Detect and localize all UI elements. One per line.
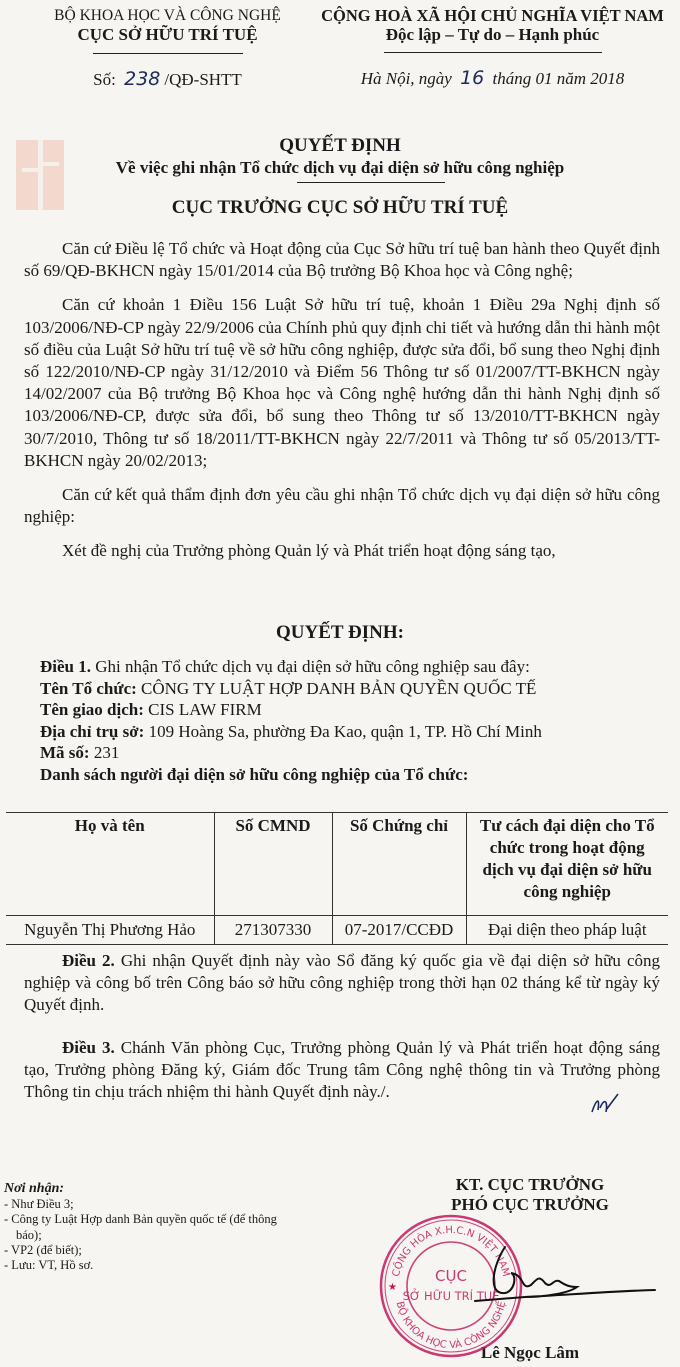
document-title-block [0, 135, 680, 219]
number-prefix: Số: [93, 70, 116, 89]
preamble-paragraph: Căn cứ khoản 1 Điều 156 Luật Sở hữu trí tuệ, khoản 1 Điều 29a Nghị định số 103/2006/NĐ-CP ngày 22/9/2006 của Chính phủ quy định chi tiết và hướng dẫn thi hành một số điều của Luật Sở hữu trí tuệ về sở hữu công nghiệp, được sửa đổi, bổ sung theo Nghị định số 122/2010/NĐ-CP ngày 31/12/2010 và Điểm 56 Thông tư số 01/2007/TT-BKHCN ngày 14/02/2007 của Bộ trưởng Bộ Khoa học và Công nghệ hướng dẫn thi hành Nghị định số 103/2006/NĐ-CP, được sửa đổi, bổ sung theo Thông tư số 13/2010/TT-BKHCN ngày 30/7/2010, Thông tư số 18/2011/TT-BKHCN ngày 22/7/2011 và Thông tư số 05/2013/TT-BKHCN ngày 20/02/2013; [24, 295, 660, 470]
address: 109 Hoàng Sa, phường Đa Kao, quận 1, TP. Hồ Chí Minh [148, 721, 542, 741]
handwritten-number: 238 [124, 68, 161, 90]
article-1 [40, 656, 670, 785]
recipient-item: - VP2 (để biết); [4, 1242, 82, 1257]
issuing-agency-header [0, 6, 335, 91]
column-header-id-number: Số CMND [214, 813, 332, 916]
address-label: Địa chỉ trụ sở: [40, 721, 145, 741]
table-row [6, 916, 668, 945]
article-1-text: Ghi nhận Tổ chức dịch vụ đại diện sở hữu công nghiệp sau đây: [95, 657, 530, 676]
recipients-heading: Nơi nhận: [4, 1181, 65, 1196]
recipient-item: báo); [16, 1227, 42, 1242]
signer-name: Lê Ngọc Lâm [480, 1343, 580, 1362]
document-number [0, 68, 335, 91]
date-suffix: tháng 01 năm 2018 [492, 69, 625, 88]
code: 231 [93, 743, 120, 762]
recipient-item: - Lưu: VT, Hồ sơ. [4, 1258, 94, 1273]
recipient-item: - Công ty Luật Hợp danh Bản quyền quốc tế (để thông [4, 1212, 277, 1227]
cell-name: Nguyễn Thị Phương Hảo [6, 916, 214, 945]
org-name-label: Tên Tổ chức: [40, 678, 137, 698]
column-header-name: Họ và tên [6, 813, 214, 916]
article-3-text: Chánh Văn phòng Cục, Trưởng phòng Quản lý và Phát triển hoạt động sáng tạo, Trưởng phòng Đăng ký, Giám đốc Trung tâm Công nghệ thông tin và Trưởng phòng Thông tin chịu trách nhiệm thi hành Quyết định này./. [24, 1037, 660, 1102]
article-3 [24, 1037, 660, 1104]
document-subject: Về việc ghi nhận Tổ chức dịch vụ đại diện sở hữu công nghiệp [115, 158, 565, 177]
issuing-authority: CỤC TRƯỞNG CỤC SỞ HỮU TRÍ TUỆ [171, 197, 509, 218]
svg-text:CỤC: CỤC [435, 1267, 467, 1285]
preamble-paragraph: Căn cứ kết quả thẩm định đơn yêu cầu ghi nhận Tổ chức dịch vụ đại diện sở hữu công nghiệp: [24, 485, 660, 527]
subject-divider [297, 182, 445, 183]
signer-title-line-1: KT. CỤC TRƯỞNG [455, 1175, 605, 1194]
column-header-certificate: Số Chứng chỉ [332, 813, 466, 916]
department-name: CỤC SỞ HỮU TRÍ TUỆ [77, 25, 258, 44]
national-header [305, 6, 680, 90]
article-2-label: Điều 2. [62, 951, 115, 970]
ministry-name: BỘ KHOA HỌC VÀ CÔNG NGHỆ [54, 7, 281, 24]
initials-mark-icon [588, 1090, 628, 1118]
trade-name-label: Tên giao dịch: [40, 700, 144, 719]
article-1-label: Điều 1. [40, 657, 91, 676]
code-label: Mã số: [40, 743, 90, 762]
articles-2-3 [24, 950, 660, 1115]
header-divider [93, 53, 243, 54]
org-name: CÔNG TY LUẬT HỢP DANH BẢN QUYỀN QUỐC TẾ [141, 678, 537, 698]
table-header-row [6, 813, 668, 916]
svg-text:CỘNG HÒA X.H.C.N VIỆT NAM: CỘNG HÒA X.H.C.N VIỆT NAM [390, 1224, 512, 1278]
issue-date [305, 67, 680, 90]
preamble [24, 238, 660, 575]
preamble-paragraph: Căn cứ Điều lệ Tổ chức và Hoạt động của Cục Sở hữu trí tuệ ban hành theo Quyết định số 69/QĐ-BKHCN ngày 15/01/2014 của Bộ trưởng Bộ Khoa học và Công nghệ; [24, 239, 660, 281]
recipient-item: - Như Điều 3; [4, 1197, 74, 1211]
document-type: QUYẾT ĐỊNH [279, 135, 401, 156]
nation-name: CỘNG HOÀ XÃ HỘI CHỦ NGHĨA VIỆT NAM [321, 6, 664, 25]
signature-icon [465, 1235, 665, 1315]
cell-id-number: 271307330 [214, 916, 332, 945]
date-prefix: Hà Nội, ngày [360, 69, 452, 88]
signer-title-line-2: PHÓ CỤC TRƯỞNG [451, 1195, 609, 1214]
number-suffix: /QĐ-SHTT [164, 70, 242, 89]
motto-divider [384, 52, 602, 53]
representatives-list-heading: Danh sách người đại diện sở hữu công nghiệp của Tổ chức: [40, 764, 469, 784]
svg-text:BỘ KHOA HỌC VÀ CÔNG NGHỆ: BỘ KHOA HỌC VÀ CÔNG NGHỆ [393, 1300, 509, 1352]
representatives-table [6, 812, 668, 945]
cell-capacity: Đại diện theo pháp luật [466, 916, 668, 945]
decision-heading: QUYẾT ĐỊNH: [276, 622, 404, 643]
handwritten-day: 16 [460, 67, 485, 89]
svg-text:★: ★ [388, 1282, 397, 1293]
trade-name: CIS LAW FIRM [148, 700, 262, 719]
article-3-label: Điều 3. [62, 1037, 115, 1057]
recipients-block [4, 1180, 364, 1273]
preamble-paragraph: Xét đề nghị của Trưởng phòng Quản lý và Phát triển hoạt động sáng tạo, [62, 541, 556, 561]
national-motto: Độc lập – Tự do – Hạnh phúc [385, 25, 600, 44]
cell-certificate: 07-2017/CCĐD [332, 916, 466, 945]
svg-text:SỞ HỮU TRÍ TUỆ: SỞ HỮU TRÍ TUỆ [402, 1289, 500, 1303]
column-header-capacity: Tư cách đại diện cho Tổ chức trong hoạt động dịch vụ đại diện sở hữu công nghiệp [466, 813, 668, 916]
article-2-text: Ghi nhận Quyết định này vào Sổ đăng ký quốc gia về đại diện sở hữu công nghiệp và công bố trên Công báo sở hữu công nghiệp trong thời hạn 02 tháng kể từ ngày ký Quyết định. [24, 951, 660, 1015]
article-2 [24, 950, 660, 1017]
